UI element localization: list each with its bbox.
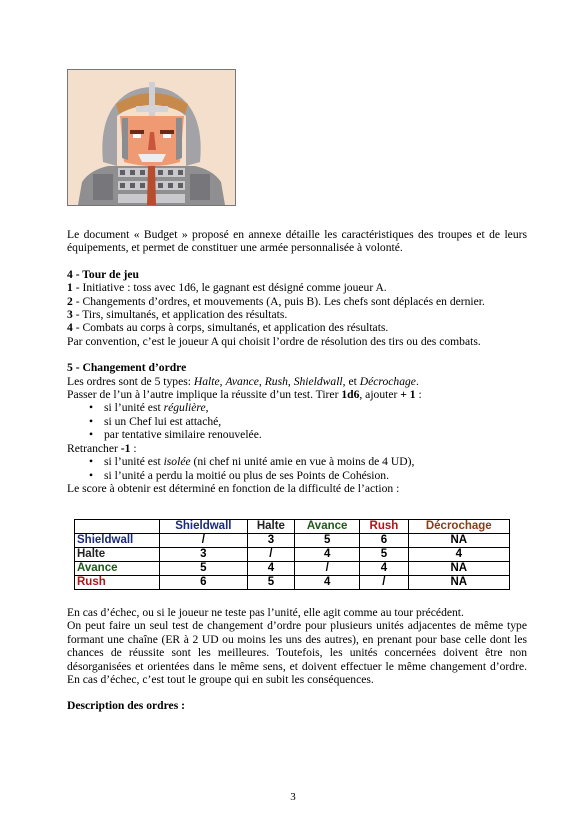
page-number: 3 <box>290 791 296 803</box>
tour-item <box>67 321 527 334</box>
table-row <box>75 562 510 576</box>
order-types-prefix: Les ordres sont de 5 types: <box>67 374 194 388</box>
order-types-line <box>67 375 527 388</box>
table-column-header: Halte <box>247 520 294 534</box>
list-item <box>67 469 527 482</box>
passer-mid: , ajouter <box>359 388 401 402</box>
list-item-text: par tentative similaire renouvelée. <box>104 428 262 442</box>
list-item-text-end: (ni chef ni unité amie en vue à moins de 4 UD), <box>190 455 415 469</box>
section-changement-heading: 5 - Changement d’ordre <box>67 361 187 375</box>
table-cell: 4 <box>247 562 294 576</box>
table-header-row <box>75 520 510 534</box>
list-item-emphasis: isolée <box>163 455 191 469</box>
tour-item-number: 3 <box>67 308 73 322</box>
table-corner-cell <box>75 520 160 534</box>
table-row <box>75 576 510 590</box>
retrancher-modifier: -1 <box>120 441 131 455</box>
passer-modifier: + 1 <box>400 388 416 402</box>
intro-paragraph <box>67 228 527 495</box>
order-types-end: . <box>415 374 419 388</box>
section-tour-heading: 4 - Tour de jeu <box>67 267 139 281</box>
minus-conditions-list <box>67 455 527 482</box>
order-types-sep: , <box>258 374 265 388</box>
order-type-shieldwall: Shieldwall <box>293 374 343 388</box>
order-type-avance: Avance <box>225 374 259 388</box>
tour-item <box>67 295 527 308</box>
tour-item-number: 4 <box>67 321 73 335</box>
table-cell: 5 <box>160 562 248 576</box>
helmeted-warrior-illustration <box>67 69 236 206</box>
table-column-header: Rush <box>360 520 408 534</box>
retrancher-prefix: Retrancher <box>67 441 121 455</box>
table-cell: NA <box>408 562 509 576</box>
list-item-text: si l’unité est <box>104 401 164 415</box>
list-item-text: si l’unité a perdu la moitié ou plus de ses Points de Cohésion. <box>104 468 389 482</box>
tour-convention: Par convention, c’est le joueur A qui choisit l’ordre de résolution des tirs ou des combats. <box>67 334 481 348</box>
passer-end: : <box>415 388 422 402</box>
list-item <box>67 428 527 441</box>
order-types-and: , et <box>342 374 360 388</box>
tour-item-number: 1 <box>67 281 73 295</box>
score-line: Le score à obtenir est déterminé en fonction de la difficulté de l’action : <box>67 481 400 495</box>
order-type-decrochage: Décrochage <box>359 374 416 388</box>
table-cell: / <box>295 562 360 576</box>
tour-item-text: - Combats au corps à corps, simultanés, et application des résultats. <box>72 321 389 335</box>
table-cell: 3 <box>247 534 294 548</box>
description-heading: Description des ordres : <box>67 699 185 713</box>
order-change-table <box>74 519 510 590</box>
table-cell: 4 <box>295 576 360 590</box>
tour-item <box>67 308 527 321</box>
table-cell: / <box>160 534 248 548</box>
table-column-header: Shieldwall <box>160 520 248 534</box>
order-types-sep: , <box>219 374 226 388</box>
table-cell: 5 <box>360 548 408 562</box>
table-cell: 4 <box>295 548 360 562</box>
table-row-header: Shieldwall <box>75 534 160 548</box>
tour-item-number: 2 <box>67 294 73 308</box>
list-item-text: si l’unité est <box>104 455 164 469</box>
order-type-halte: Halte <box>193 374 220 388</box>
list-item <box>67 455 527 468</box>
passer-die: 1d6 <box>341 388 360 402</box>
table-cell: 4 <box>408 548 509 562</box>
table-row <box>75 548 510 562</box>
table-row <box>75 534 510 548</box>
table-cell: NA <box>408 576 509 590</box>
table-row-header: Rush <box>75 576 160 590</box>
table-cell: 4 <box>360 562 408 576</box>
retrancher-end: : <box>130 441 137 455</box>
table-cell: 3 <box>160 548 248 562</box>
intro-text: Le document « Budget » proposé en annexe détaille les caractéristiques des troupes et de leurs équipements, et permet de constituer une armée personnalisée à volonté. <box>67 228 527 255</box>
list-item-emphasis: régulière <box>163 401 206 415</box>
passer-line <box>67 388 527 401</box>
table-row-header: Halte <box>75 548 160 562</box>
list-item <box>67 415 527 428</box>
list-item <box>67 401 527 414</box>
chain-test-paragraph: On peut faire un seul test de changement d’ordre pour plusieurs unités adjacentes de même type formant une chaîne (ER à 2 UD ou moins les uns des autres), en prenant pour base celle dont les chances de réussite sont les meilleures. Toutefois, les unités concernées doivent être non désorganisées et orientées dans le même sens, et doivent effectuer le même changement d’ordre. En cas d’échec, c’est tout le groupe qui en subit les conséquences. <box>67 619 527 687</box>
warrior-icon <box>68 70 235 205</box>
order-types-sep: , <box>287 374 294 388</box>
table-cell: / <box>247 548 294 562</box>
table-cell: 6 <box>360 534 408 548</box>
tour-item <box>67 281 527 294</box>
table-cell: / <box>360 576 408 590</box>
table-row-header: Avance <box>75 562 160 576</box>
table-column-header: Décrochage <box>408 520 509 534</box>
list-item-text-end: , <box>205 401 209 415</box>
tour-item-text: - Initiative : toss avec 1d6, le gagnant est désigné comme joueur A. <box>72 281 387 295</box>
table-cell: 6 <box>160 576 248 590</box>
table-cell: NA <box>408 534 509 548</box>
table-column-header: Avance <box>295 520 360 534</box>
table-cell: 5 <box>295 534 360 548</box>
tour-item-text: - Tirs, simultanés, et application des résultats. <box>72 308 288 322</box>
failure-section <box>67 606 527 713</box>
list-item-text: si un Chef lui est attaché, <box>104 414 222 428</box>
retrancher-line <box>67 442 527 455</box>
echec-line: En cas d’échec, ou si le joueur ne teste pas l’unité, elle agit comme au tour précédent. <box>67 606 464 619</box>
passer-prefix: Passer de l’un à l’autre implique la réussite d’un test. Tirer <box>67 388 342 402</box>
order-type-rush: Rush <box>264 374 288 388</box>
plus-conditions-list <box>67 401 527 441</box>
table-cell: 5 <box>247 576 294 590</box>
tour-item-text: - Changements d’ordres, et mouvements (A, puis B). Les chefs sont déplacés en dernier. <box>72 294 485 308</box>
